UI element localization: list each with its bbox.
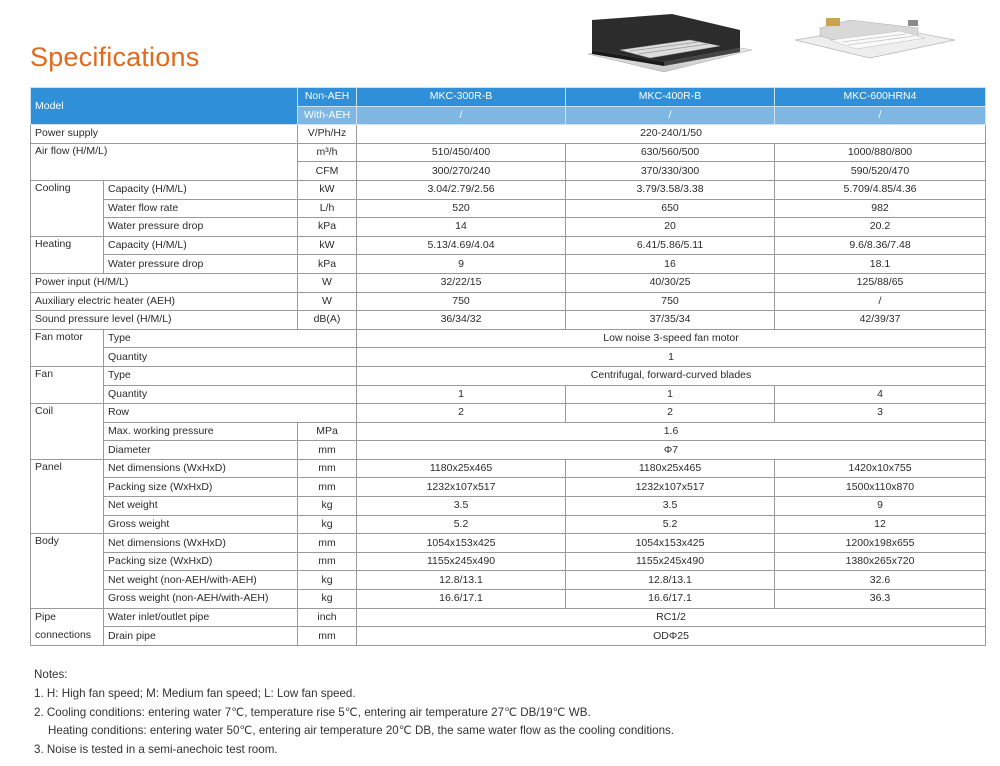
value-cell: 300/270/240 — [357, 162, 566, 181]
value-cell: ODΦ25 — [357, 627, 986, 646]
value-cell: 1155x245x490 — [566, 552, 775, 571]
row-label: Packing size (WxHxD) — [104, 552, 298, 571]
row-label: Diameter — [104, 441, 298, 460]
value-cell: 32.6 — [775, 571, 986, 590]
value-cell: 32/22/15 — [357, 273, 566, 292]
value-cell: 750 — [357, 292, 566, 311]
group-label: Pipe — [31, 608, 104, 627]
unit-cell: mm — [298, 627, 357, 646]
group-label: Heating — [31, 236, 104, 273]
cassette-unit-dark-image — [580, 14, 760, 76]
table-row — [31, 292, 986, 311]
unit-cell: mm — [298, 441, 357, 460]
with-aeh-value: / — [566, 106, 775, 125]
value-cell: 1054x153x425 — [566, 534, 775, 553]
value-cell: 650 — [566, 199, 775, 218]
unit-cell: inch — [298, 608, 357, 627]
unit-cell: kg — [298, 515, 357, 534]
row-label: Type — [104, 329, 357, 348]
table-row — [31, 441, 986, 460]
value-cell: 9 — [357, 255, 566, 274]
row-label: Water inlet/outlet pipe — [104, 608, 298, 627]
table-row — [31, 273, 986, 292]
value-cell: 1 — [566, 385, 775, 404]
unit-cell: kg — [298, 497, 357, 516]
note-item: 2. Cooling conditions: entering water 7℃, temperature rise 5℃, entering air temperature 27℃ DB/19℃ WB. — [34, 705, 591, 719]
row-label: Capacity (H/M/L) — [104, 236, 298, 255]
value-cell: 1380x265x720 — [775, 552, 986, 571]
table-row — [31, 366, 986, 385]
specifications-table — [30, 87, 986, 646]
unit-cell: L/h — [298, 199, 357, 218]
value-cell: 1180x25x465 — [357, 459, 566, 478]
unit-cell: dB(A) — [298, 311, 357, 330]
non-aeh-header: Non-AEH — [298, 88, 357, 107]
value-cell: 3 — [775, 404, 986, 423]
row-label: Power supply — [31, 125, 298, 144]
group-label: connections — [31, 627, 104, 646]
value-cell: 520 — [357, 199, 566, 218]
unit-cell: kW — [298, 180, 357, 199]
model-name: MKC-400R-B — [566, 88, 775, 107]
value-cell: 9.6/8.36/7.48 — [775, 236, 986, 255]
page-title: Specifications — [30, 42, 200, 72]
value-cell: 37/35/34 — [566, 311, 775, 330]
value-cell: 982 — [775, 199, 986, 218]
value-cell: 36.3 — [775, 590, 986, 609]
value-cell: 2 — [357, 404, 566, 423]
unit-cell: W — [298, 273, 357, 292]
note-item: 3. Noise is tested in a semi-anechoic test room. — [34, 743, 278, 757]
unit-cell: mm — [298, 478, 357, 497]
table-row — [31, 218, 986, 237]
value-cell: 16.6/17.1 — [566, 590, 775, 609]
value-cell: 16 — [566, 255, 775, 274]
table-row — [31, 125, 986, 144]
row-label: Type — [104, 366, 357, 385]
table-row — [31, 404, 986, 423]
value-cell: 6.41/5.86/5.11 — [566, 236, 775, 255]
row-label: Air flow (H/M/L) — [31, 143, 298, 180]
value-cell: RC1/2 — [357, 608, 986, 627]
table-row — [31, 143, 986, 162]
table-row — [31, 608, 986, 627]
row-label: Water flow rate — [104, 199, 298, 218]
value-cell: 3.04/2.79/2.56 — [357, 180, 566, 199]
row-label: Sound pressure level (H/M/L) — [31, 311, 298, 330]
row-label: Water pressure drop — [104, 255, 298, 274]
notes-section — [34, 666, 674, 760]
row-label: Drain pipe — [104, 627, 298, 646]
row-label: Net weight (non-AEH/with-AEH) — [104, 571, 298, 590]
table-row — [31, 236, 986, 255]
row-label: Max. working pressure — [104, 422, 298, 441]
cassette-unit-white-image — [790, 14, 960, 64]
model-header: Model — [31, 88, 298, 125]
table-row — [31, 571, 986, 590]
with-aeh-header: With-AEH — [298, 106, 357, 125]
value-cell: Low noise 3-speed fan motor — [357, 329, 986, 348]
value-cell: 14 — [357, 218, 566, 237]
value-cell: Centrifugal, forward-curved blades — [357, 366, 986, 385]
table-row — [31, 329, 986, 348]
row-label: Quantity — [104, 385, 357, 404]
value-cell: 1155x245x490 — [357, 552, 566, 571]
table-row — [31, 497, 986, 516]
group-label: Cooling — [31, 180, 104, 236]
row-label: Net dimensions (WxHxD) — [104, 534, 298, 553]
group-label: Fan — [31, 366, 104, 403]
row-label: Row — [104, 404, 357, 423]
value-cell: 630/560/500 — [566, 143, 775, 162]
row-label: Net weight — [104, 497, 298, 516]
row-label: Net dimensions (WxHxD) — [104, 459, 298, 478]
value-cell: 42/39/37 — [775, 311, 986, 330]
value-cell: 125/88/65 — [775, 273, 986, 292]
value-cell: 2 — [566, 404, 775, 423]
value-cell: / — [775, 292, 986, 311]
with-aeh-value: / — [357, 106, 566, 125]
note-item: Heating conditions: entering water 50℃, entering air temperature 20℃ DB, the same water flow as the cooling conditions. — [48, 724, 675, 738]
value-cell: 5.2 — [357, 515, 566, 534]
table-row — [31, 385, 986, 404]
unit-cell: kg — [298, 590, 357, 609]
unit-cell: mm — [298, 459, 357, 478]
value-cell: 1420x10x755 — [775, 459, 986, 478]
unit-cell: mm — [298, 534, 357, 553]
value-cell: 220-240/1/50 — [357, 125, 986, 144]
table-row — [31, 348, 986, 367]
value-cell: 1232x107x517 — [357, 478, 566, 497]
value-cell: 12.8/13.1 — [566, 571, 775, 590]
with-aeh-value: / — [775, 106, 986, 125]
unit-cell: kg — [298, 571, 357, 590]
notes-heading: Notes: — [34, 668, 68, 681]
group-label: Body — [31, 534, 104, 608]
value-cell: 5.13/4.69/4.04 — [357, 236, 566, 255]
value-cell: 20 — [566, 218, 775, 237]
group-label: Coil — [31, 404, 104, 460]
unit-cell: MPa — [298, 422, 357, 441]
unit-cell: kW — [298, 236, 357, 255]
value-cell: 1500x110x870 — [775, 478, 986, 497]
unit-cell: CFM — [298, 162, 357, 181]
value-cell: 590/520/470 — [775, 162, 986, 181]
table-row — [31, 478, 986, 497]
model-name: MKC-300R-B — [357, 88, 566, 107]
table-row — [31, 590, 986, 609]
value-cell: 5.2 — [566, 515, 775, 534]
value-cell: 36/34/32 — [357, 311, 566, 330]
row-label: Packing size (WxHxD) — [104, 478, 298, 497]
value-cell: 20.2 — [775, 218, 986, 237]
group-label: Fan motor — [31, 329, 104, 366]
value-cell: 1000/880/800 — [775, 143, 986, 162]
value-cell: 1 — [357, 385, 566, 404]
table-row — [31, 255, 986, 274]
unit-cell: kPa — [298, 255, 357, 274]
table-row — [31, 180, 986, 199]
value-cell: 1180x25x465 — [566, 459, 775, 478]
row-label: Capacity (H/M/L) — [104, 180, 298, 199]
value-cell: 3.5 — [566, 497, 775, 516]
model-name: MKC-600HRN4 — [775, 88, 986, 107]
value-cell: 12.8/13.1 — [357, 571, 566, 590]
value-cell: 40/30/25 — [566, 273, 775, 292]
value-cell: 370/330/300 — [566, 162, 775, 181]
value-cell: 18.1 — [775, 255, 986, 274]
unit-cell: m³/h — [298, 143, 357, 162]
unit-cell: W — [298, 292, 357, 311]
table-row — [31, 534, 986, 553]
row-label: Quantity — [104, 348, 357, 367]
table-row — [31, 459, 986, 478]
value-cell: 1054x153x425 — [357, 534, 566, 553]
row-label: Gross weight — [104, 515, 298, 534]
table-row — [31, 552, 986, 571]
note-item: 1. H: High fan speed; M: Medium fan speed; L: Low fan speed. — [34, 686, 356, 700]
table-row — [31, 515, 986, 534]
value-cell: Φ7 — [357, 441, 986, 460]
table-row — [31, 311, 986, 330]
value-cell: 9 — [775, 497, 986, 516]
row-label: Power input (H/M/L) — [31, 273, 298, 292]
table-row — [31, 422, 986, 441]
table-row — [31, 199, 986, 218]
row-label: Gross weight (non-AEH/with-AEH) — [104, 590, 298, 609]
value-cell: 1200x198x655 — [775, 534, 986, 553]
value-cell: 1.6 — [357, 422, 986, 441]
unit-cell: V/Ph/Hz — [298, 125, 357, 144]
value-cell: 3.5 — [357, 497, 566, 516]
table-row — [31, 627, 986, 646]
value-cell: 16.6/17.1 — [357, 590, 566, 609]
unit-cell: kPa — [298, 218, 357, 237]
value-cell: 4 — [775, 385, 986, 404]
value-cell: 1232x107x517 — [566, 478, 775, 497]
row-label: Water pressure drop — [104, 218, 298, 237]
group-label: Panel — [31, 459, 104, 533]
value-cell: 12 — [775, 515, 986, 534]
value-cell: 750 — [566, 292, 775, 311]
table-header-row — [31, 88, 986, 107]
value-cell: 3.79/3.58/3.38 — [566, 180, 775, 199]
row-label: Auxiliary electric heater (AEH) — [31, 292, 298, 311]
value-cell: 5.709/4.85/4.36 — [775, 180, 986, 199]
value-cell: 1 — [357, 348, 986, 367]
unit-cell: mm — [298, 552, 357, 571]
value-cell: 510/450/400 — [357, 143, 566, 162]
